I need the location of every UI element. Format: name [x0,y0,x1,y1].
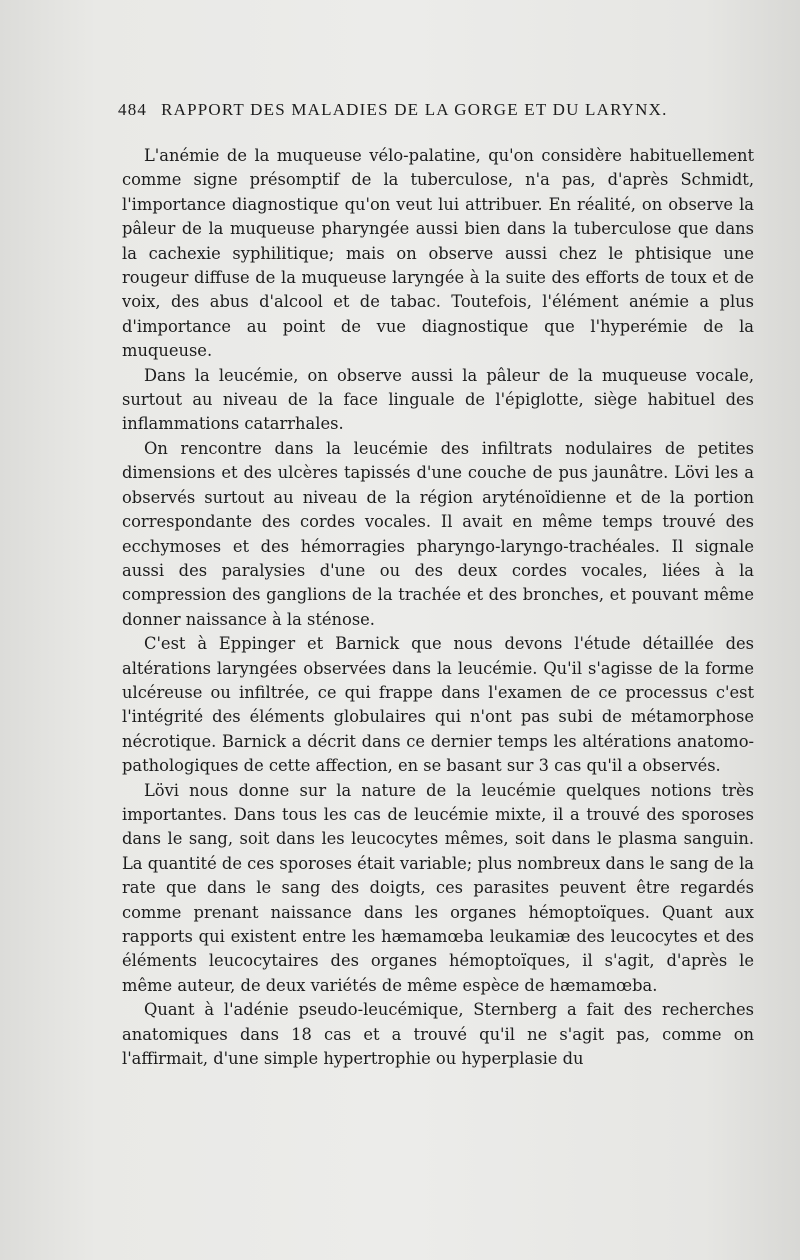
running-title: RAPPORT DES MALADIES DE LA GORGE ET DU LARYNX. [161,100,668,119]
paragraph-lovi-sporoses: Lövi nous donne sur la nature de la leucémie quelques notions très importantes. Dans tous les cas de leucémie mixte, il a trouvé des sporoses dans le sang, soit dans les leucocytes mêmes, soit dans le plasma sanguin. La quantité de ces sporoses était variable; plus nombreux dans le sang de la rate que dans le sang des doigts, ces parasites peuvent être regardés comme prenant naissance dans les organes hémoptoïques. Quant aux rapports qui existent entre les hæmamœba leukamiæ des leucocytes et des éléments leucocytaires des organes hémoptoïques, il s'agit, d'après le même auteur, de deux variétés de même espèce de hæmamœba. [122,780,754,995]
paragraph-adenie: Quant à l'adénie pseudo-leucémique, Sternberg a fait des recherches anatomiques dans 18 cas et a trouvé qu'il ne s'agit pas, comme on l'affirmait, d'une simple hypertrophie ou hyperplasie du [122,1000,754,1069]
paragraph-leucemie-paleur: Dans la leucémie, on observe aussi la pâleur de la muqueuse vocale, surtout au niveau de la face linguale de l'épiglotte, siège habituel des inflammations catarrhales. [122,365,754,434]
paragraph-eppinger-barnick: C'est à Eppinger et Barnick que nous devons l'étude détaillée des altérations laryngées observées dans la leucémie. Qu'il s'agisse de la forme ulcéreuse ou infiltrée, ce qui frappe dans l'examen de ce processus c'est l'intégrité des éléments globulaires qui n'ont pas subi de métamorphose nécrotique. Barnick a décrit dans ce dernier temps les altérations anatomo-pathologiques de cette affection, en se basant sur 3 cas qu'il a observés. [122,634,754,776]
page-number: 484 [118,100,148,119]
paragraph-infiltrats: On rencontre dans la leucémie des infiltrats nodulaires de petites dimensions et des ulcères tapissés d'une couche de pus jaunâtre. Lövi les a observés surtout au niveau de la région aryténoïdienne et de la portion correspondante des cordes vocales. Il avait en même temps trouvé des ecchymoses et des hémorragies pharyngo-laryngo-trachéales. Il signale aussi des paralysies d'une ou des deux cordes vocales, liées à la compression des ganglions de la trachée et des bronches, et pouvant même donner naissance à la sténose. [122,438,754,629]
running-header [118,100,758,120]
body-text [122,144,754,1071]
paragraph-anemie: L'anémie de la muqueuse vélo-palatine, qu'on considère habituellement comme signe présomptif de la tuberculose, n'a pas, d'après Schmidt, l'importance diagnostique qu'on veut lui attribuer. En réalité, on observe la pâleur de la muqueuse pharyngée aussi bien dans la tuberculose que dans la cachexie syphilitique; mais on observe aussi chez le phtisique une rougeur diffuse de la muqueuse laryngée à la suite des efforts de toux et de voix, des abus d'alcool et de tabac. Toutefois, l'élément anémie a plus d'importance au point de vue diagnostique que l'hyperémie de la muqueuse. [122,146,754,361]
